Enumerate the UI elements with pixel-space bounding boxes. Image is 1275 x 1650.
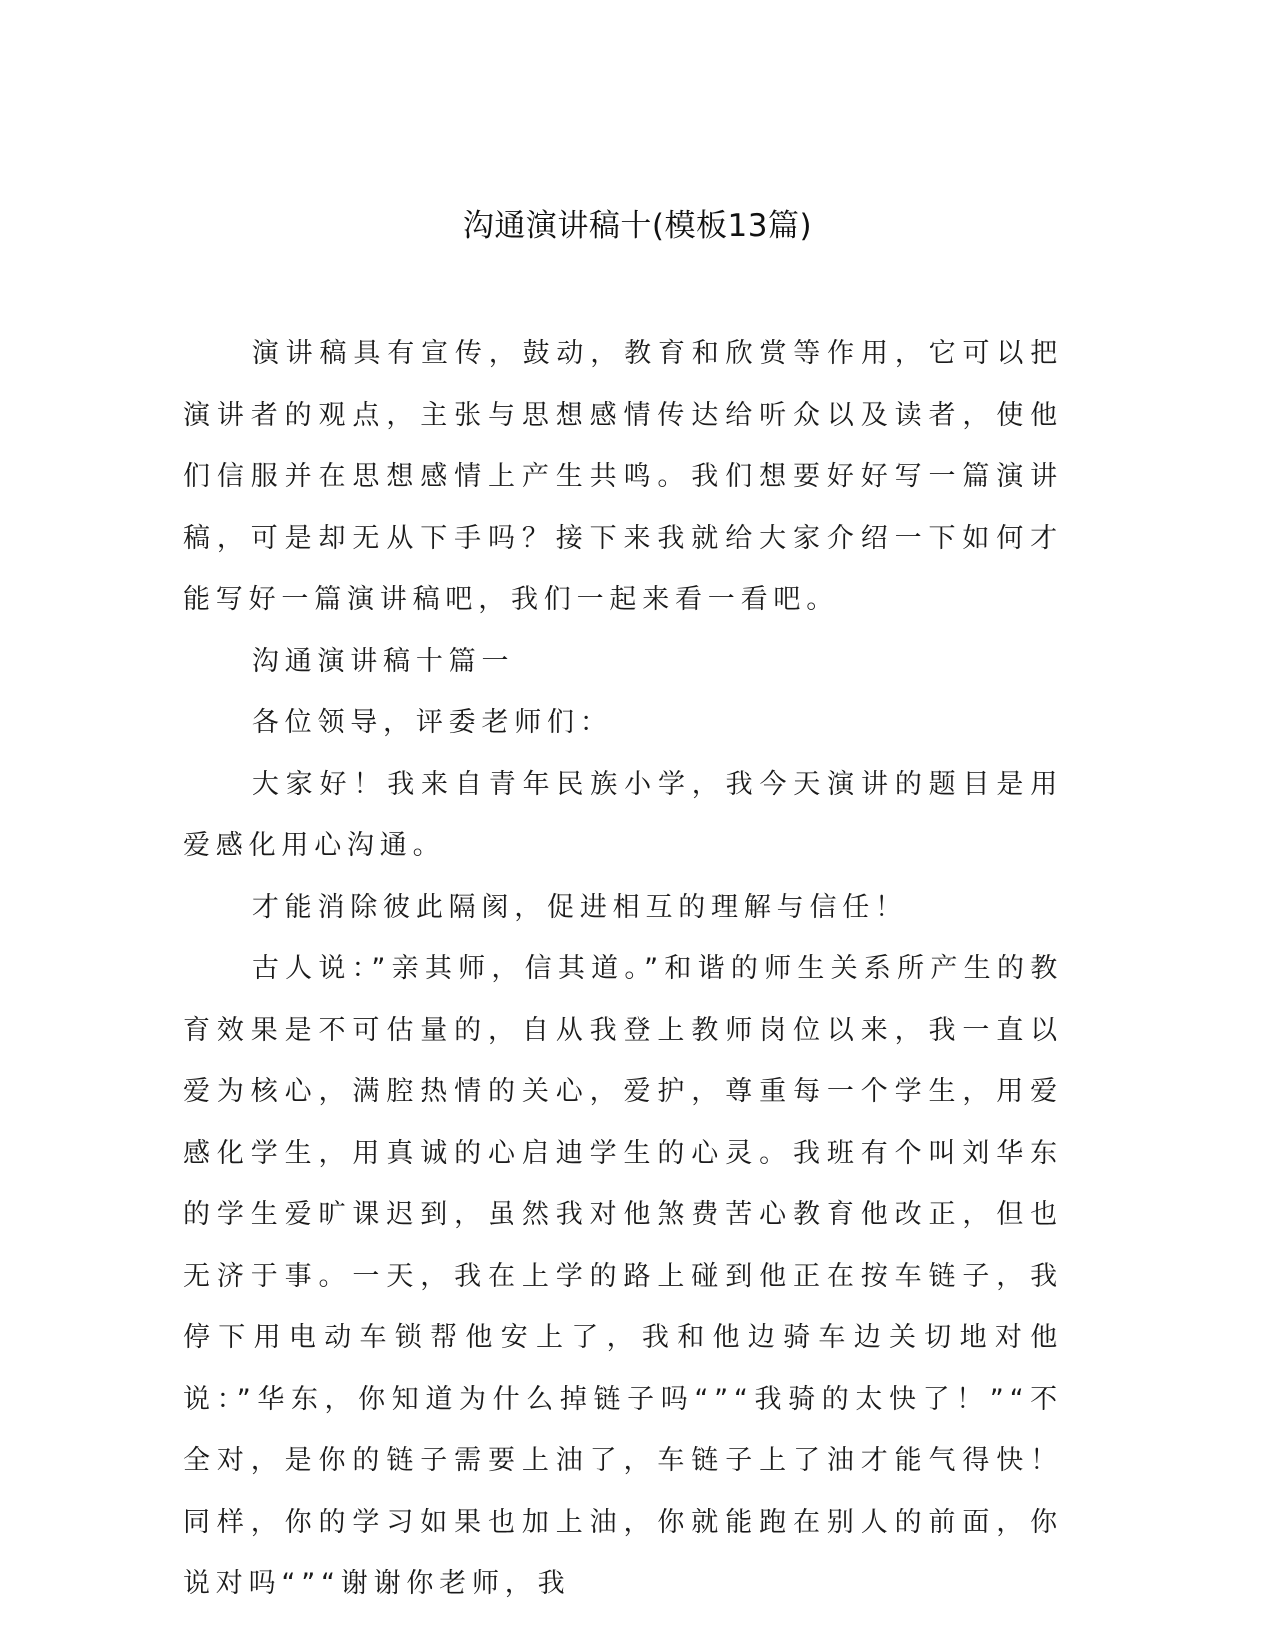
document-body bbox=[183, 323, 1063, 1615]
intro-paragraph: 演讲稿具有宣传，鼓动，教育和欣赏等作用，它可以把演讲者的观点，主张与思想感情传达给听众以及读者，使他们信服并在思想感情上产生共鸣。我们想要好好写一篇演讲稿，可是却无从下手吗？接下来我就给大家介绍一下如何才能写好一篇演讲稿吧，我们一起来看一看吧。 bbox=[183, 338, 1063, 615]
document-title: 沟通演讲稿十(模板13篇) bbox=[462, 208, 813, 244]
greeting-paragraph: 大家好！我来自青年民族小学，我今天演讲的题目是用爱感化用心沟通。 bbox=[183, 768, 1063, 861]
statement-paragraph: 才能消除彼此隔阂，促进相互的理解与信任！ bbox=[251, 891, 908, 923]
salutation-paragraph: 各位领导，评委老师们： bbox=[251, 707, 613, 738]
story-paragraph: 古人说：”亲其师，信其道。”和谐的师生关系所产生的教育效果是不可估量的，自从我登上教师岗位以来，我一直以爱为核心，满腔热情的关心，爱护，尊重每一个学生，用爱感化学生，用真诚的心启迪学生的心灵。我班有个叫刘华东的学生爱旷课迟到，虽然我对他煞费苦心教育他改正，但也无济于事。一天，我在上学的路上碰到他正在按车链子，我停下用电动车锁帮他安上了，我和他边骑车边关切地对他说：”华东，你知道为什么掉链子吗“”“我骑的太快了！”“不全对，是你的链子需要上油了，车链子上了油才能气得快！同样，你的学习如果也加上油，你就能跑在别人的前面，你说对吗“”“谢谢你老师，我 bbox=[183, 953, 1063, 1599]
section-heading: 沟通演讲稿十篇一 bbox=[251, 645, 515, 677]
